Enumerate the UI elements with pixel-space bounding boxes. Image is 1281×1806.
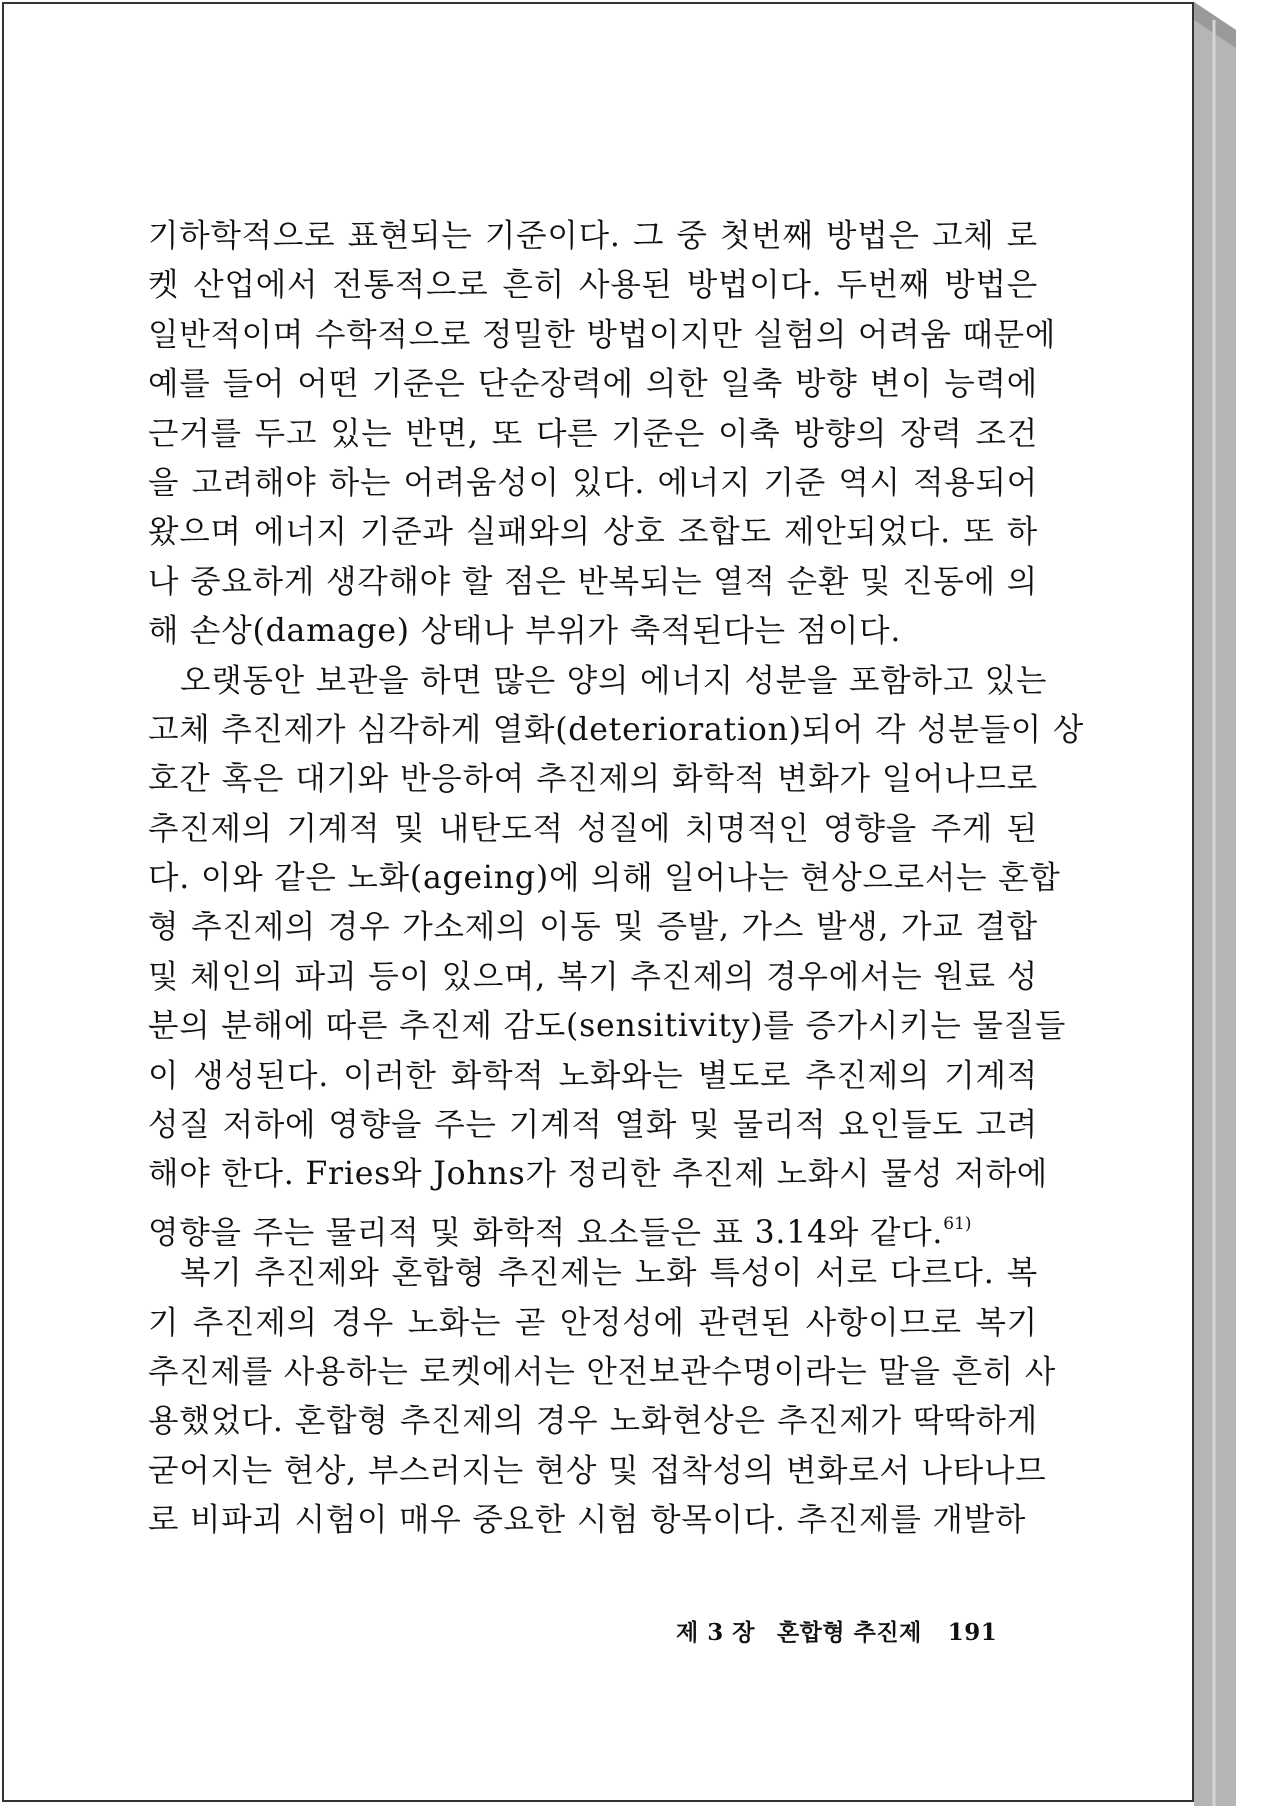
text-line: 성질 저하에 영향을 주는 기계적 열화 및 물리적 요인들도 고려	[148, 1107, 1038, 1144]
text-line: 로 비파괴 시험이 매우 중요한 시험 항목이다. 추진제를 개발하	[148, 1502, 1027, 1539]
text-line: 복기 추진제와 혼합형 추진제는 노화 특성이 서로 다르다. 복	[180, 1255, 1038, 1292]
text-line: 용했었다. 혼합형 추진제의 경우 노화현상은 추진제가 딱딱하게	[148, 1403, 1038, 1440]
running-footer	[676, 1614, 997, 1647]
text-line: 을 고려해야 하는 어려움성이 있다. 에너지 기준 역시 적용되어	[148, 464, 1038, 501]
text-line: 나 중요하게 생각해야 할 점은 반복되는 열적 순환 및 진동에 의	[148, 563, 1038, 600]
text-line: 오랫동안 보관을 하면 많은 양의 에너지 성분을 포함하고 있는	[180, 662, 1048, 699]
text-line: 예를 들어 어떤 기준은 단순장력에 의한 일축 방향 변이 능력에	[148, 366, 1038, 403]
paragraph	[148, 657, 1085, 1251]
body-text	[148, 212, 1085, 1546]
text-line: 일반적이며 수학적으로 정밀한 방법이지만 실험의 어려움 때문에	[148, 316, 1057, 353]
text-line: 추진제를 사용하는 로켓에서는 안전보관수명이라는 말을 흔히 사	[148, 1353, 1057, 1390]
paragraph	[148, 1249, 1057, 1545]
chapter-label: 제 3 장	[676, 1619, 755, 1646]
text-line: 근거를 두고 있는 반면, 또 다른 기준은 이축 방향의 장력 조건	[148, 415, 1038, 452]
text-line: 해야 한다. Fries와 Johns가 정리한 추진제 노화시 물성 저하에	[148, 1156, 1049, 1193]
text-line: 및 체인의 파괴 등이 있으며, 복기 추진제의 경우에서는 원료 성	[148, 958, 1038, 995]
text-line: 고체 추진제가 심각하게 열화(deterioration)되어 각 성분들이 상	[148, 711, 1085, 748]
text-line: 이 생성된다. 이러한 화학적 노화와는 별도로 추진제의 기계적	[148, 1057, 1038, 1094]
text-line: 다. 이와 같은 노화(ageing)에 의해 일어나는 현상으로서는 혼합	[148, 860, 1061, 897]
text-line: 왔으며 에너지 기준과 실패와의 상호 조합도 제안되었다. 또 하	[148, 514, 1038, 551]
text-line: 해 손상(damage) 상태나 부위가 축적된다는 점이다.	[148, 613, 902, 650]
footnote-ref: 61)	[943, 1213, 972, 1234]
text-line: 기하학적으로 표현되는 기준이다. 그 중 첫번째 방법은 고체 로	[148, 218, 1038, 254]
text-line: 굳어지는 현상, 부스러지는 현상 및 접착성의 변화로서 나타나므	[148, 1452, 1047, 1489]
text-line: 추진제의 기계적 및 내탄도적 성질에 치명적인 영향을 주게 된	[148, 810, 1038, 847]
text-line: 기 추진제의 경우 노화는 곧 안정성에 관련된 사항이므로 복기	[148, 1304, 1038, 1341]
page-number: 191	[947, 1619, 998, 1646]
paragraph	[148, 212, 1057, 657]
chapter-title: 혼합형 추진제	[776, 1619, 922, 1646]
text-line: 호간 혹은 대기와 반응하여 추진제의 화학적 변화가 일어나므로	[148, 761, 1038, 798]
text-line: 형 추진제의 경우 가소제의 이동 및 증발, 가스 발생, 가교 결합	[148, 909, 1038, 946]
text-line: 영향을 주는 물리적 및 화학적 요소들은 표 3.14와 같다.$^{61)}$	[148, 1213, 972, 1251]
text-line: 분의 분해에 따른 추진제 감도(sensitivity)를 증가시키는 물질들	[148, 1008, 1067, 1045]
text-line: 켓 산업에서 전통적으로 흔히 사용된 방법이다. 두번째 방법은	[148, 267, 1038, 304]
